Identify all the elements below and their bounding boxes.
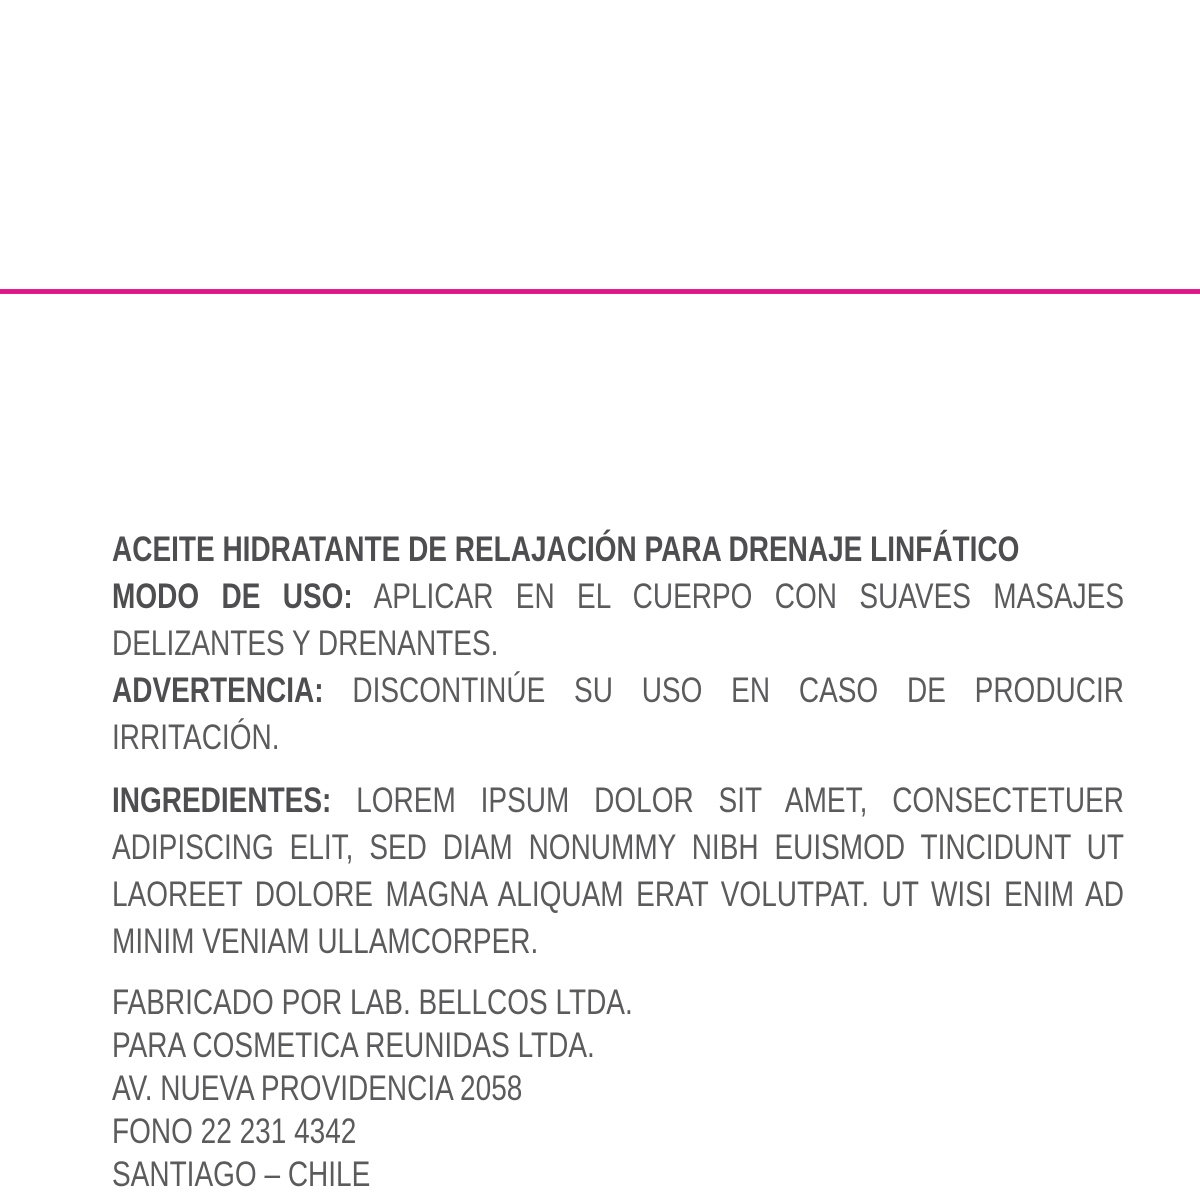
spacer-before-ingredients xyxy=(112,761,1124,777)
address-line: FONO 22 231 4342 xyxy=(112,1112,357,1151)
usage-paragraph xyxy=(112,573,1124,667)
address-line: PARA COSMETICA REUNIDAS LTDA. xyxy=(112,1026,595,1065)
ingredients-paragraph xyxy=(112,777,1124,965)
address-line: SANTIAGO – CHILE xyxy=(112,1155,371,1194)
usage-body: APLICAR EN EL CUERPO CON SUAVES MASAJES DELIZANTES Y DRENANTES. xyxy=(112,577,1125,663)
ingredients-heading: INGREDIENTES: xyxy=(112,781,332,820)
magenta-divider-core xyxy=(0,290,1200,293)
spacer-before-manufacturer xyxy=(112,965,1124,981)
label-text-column xyxy=(112,526,1124,1196)
warning-paragraph xyxy=(112,667,1124,761)
address-line: FABRICADO POR LAB. BELLCOS LTDA. xyxy=(112,983,633,1022)
ingredients-body: LOREM IPSUM DOLOR SIT AMET, CONSECTETUER ADIPISCING ELIT, SED DIAM NONUMMY NIBH EUISMOD TINCIDUNT UT LAOREET DOLORE MAGNA ALIQUAM ERAT VOLUTPAT. UT WISI ENIM AD MINIM VENIAM ULLAMCORPER. xyxy=(112,781,1124,961)
warning-body: DISCONTINÚE SU USO EN CASO DE PRODUCIR IRRITACIÓN. xyxy=(112,671,1124,757)
manufacturer-address-block xyxy=(112,981,1124,1196)
product-title-text: ACEITE HIDRATANTE DE RELAJACIÓN PARA DRENAJE LINFÁTICO xyxy=(112,530,1020,569)
product-title xyxy=(112,526,1124,573)
magenta-divider-rule xyxy=(0,289,1200,294)
usage-heading: MODO DE USO: xyxy=(112,577,353,616)
address-line: AV. NUEVA PROVIDENCIA 2058 xyxy=(112,1069,523,1108)
warning-heading: ADVERTENCIA: xyxy=(112,671,324,710)
